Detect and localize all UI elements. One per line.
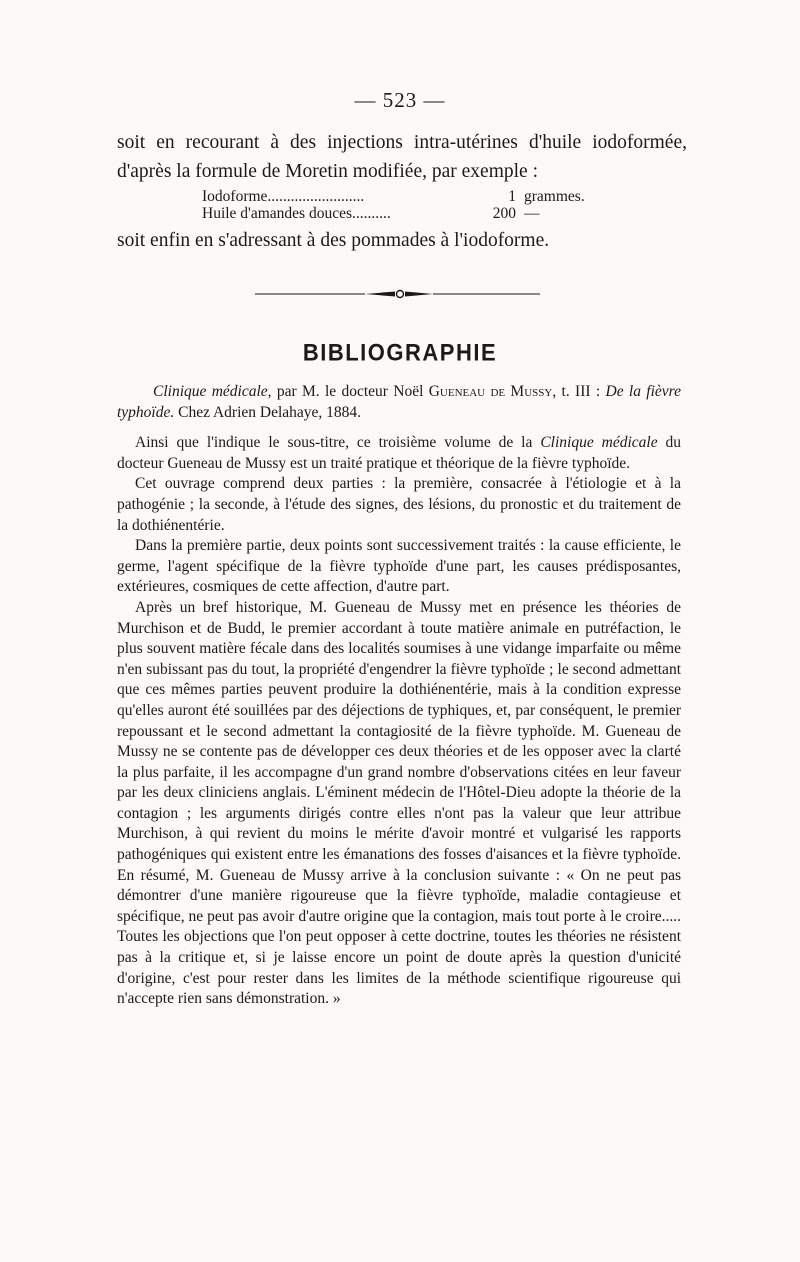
formula-row <box>202 188 612 205</box>
book-reference <box>117 382 681 423</box>
book-subtitle: De la fièvre typhoïde. <box>117 383 681 421</box>
intro-paragraph-2: soit enfin en s'adressant à des pommades à l'iodoforme. <box>117 230 550 251</box>
ornamental-divider <box>255 283 540 305</box>
bibliography-text <box>117 382 681 1010</box>
reference-volume: , t. III : <box>552 383 601 400</box>
author-name: Gueneau de Mussy <box>428 383 553 400</box>
formula-table <box>202 188 612 222</box>
paragraph-text: Ainsi que l'indique le sous-titre, ce troisième volume de la <box>135 434 541 452</box>
formula-row <box>202 205 612 222</box>
page-number: — 523 — <box>354 88 446 112</box>
formula-unit: grammes. <box>524 188 585 205</box>
paragraph: Cet ouvrage comprend deux parties : la première, consacrée à l'étiologie et à la pathogénie ; la seconde, à l'étude des signes, des lésions, du pronostic et du traitement de la dothiénentérie. <box>117 475 681 534</box>
paragraph <box>117 433 681 474</box>
formula-unit: — <box>524 205 540 222</box>
reference-publisher: Chez Adrien Delahaye, 1884. <box>174 403 362 421</box>
intro-paragraph-1: soit en recourant à des injections intra-utérines d'huile iodoformée, d'après la formule de Moretin modifiée, par exemple : <box>117 132 687 182</box>
paragraph-text: du docteur Gueneau de Mussy est un traité pratique et théorique de la fièvre typhoïde. <box>117 434 682 472</box>
paragraph: Dans la première partie, deux points sont successivement traités : la cause efficiente, le germe, l'agent spécifique de la fièvre typhoïde d'une part, les causes prédisposantes, extérieures, cosmiques de cette affection, d'autre part. <box>117 537 681 596</box>
paragraph: Après un bref historique, M. Gueneau de Mussy met en présence les théories de Murchison et de Budd, le premier accordant à toute matière animale en putréfaction, le plus souvent matière fécale dans des localités soumises à une vidange imparfaite ou même n'en subissant pas du tout, la propriété d'engendrer la fièvre typhoïde ; le second admettant que ces mêmes parties peuvent produire la dothiénentérie, mais à la condition expresse qu'elles auront été souillées par des déjections de typhiques, et, par conséquent, le premier repoussant et le second admettant la contagiosité de la fièvre typhoïde. M. Gueneau de Mussy ne se contente pas de développer ces deux théories et de les opposer avec la clarté la plus parfaite, il les accompagne d'un grand nombre d'observations citées en leur faveur par les deux cliniciens anglais. L'éminent médecin de l'Hôtel-Dieu adopte la théorie de la contagion ; les arguments dirigés contre elles n'ont pas la valeur que leur attribue Murchison, à qui revient du moins le mérite d'avoir montré et vulgarisé les rapports pathogéniques qui existent entre les émanations des fosses d'aisances et la fièvre typhoïde. En résumé, M. Gueneau de Mussy arrive à la conclusion suivante : « On ne peut pas démontrer d'une manière rigoureuse que la fièvre typhoïde, maladie contagieuse et spécifique, ne peut pas avoir d'autre origine que la contagion, mais tout porte à le croire..... Toutes les objections que l'on peut opposer à cette doctrine, toutes les théories ne résistent pas à la critique et, si je laisse encore un point de doute après la question d'unicité d'origine, c'est pour rester dans les limites de la méthode scientifique rigoureuse qui n'accepte rien sans démonstration. » <box>117 598 681 1008</box>
reference-by: par M. le docteur Noël <box>271 383 429 400</box>
formula-quantity: 1 <box>508 188 516 205</box>
formula-quantity: 200 <box>492 205 516 222</box>
section-heading: BIBLIOGRAPHIE <box>302 338 498 366</box>
formula-ingredient: Huile d'amandes douces.......... <box>202 205 391 222</box>
formula-ingredient: Iodoforme......................... <box>202 188 365 205</box>
paragraph-emphasis: Clinique médicale <box>540 434 658 452</box>
book-title: Clinique médicale, <box>153 383 272 400</box>
